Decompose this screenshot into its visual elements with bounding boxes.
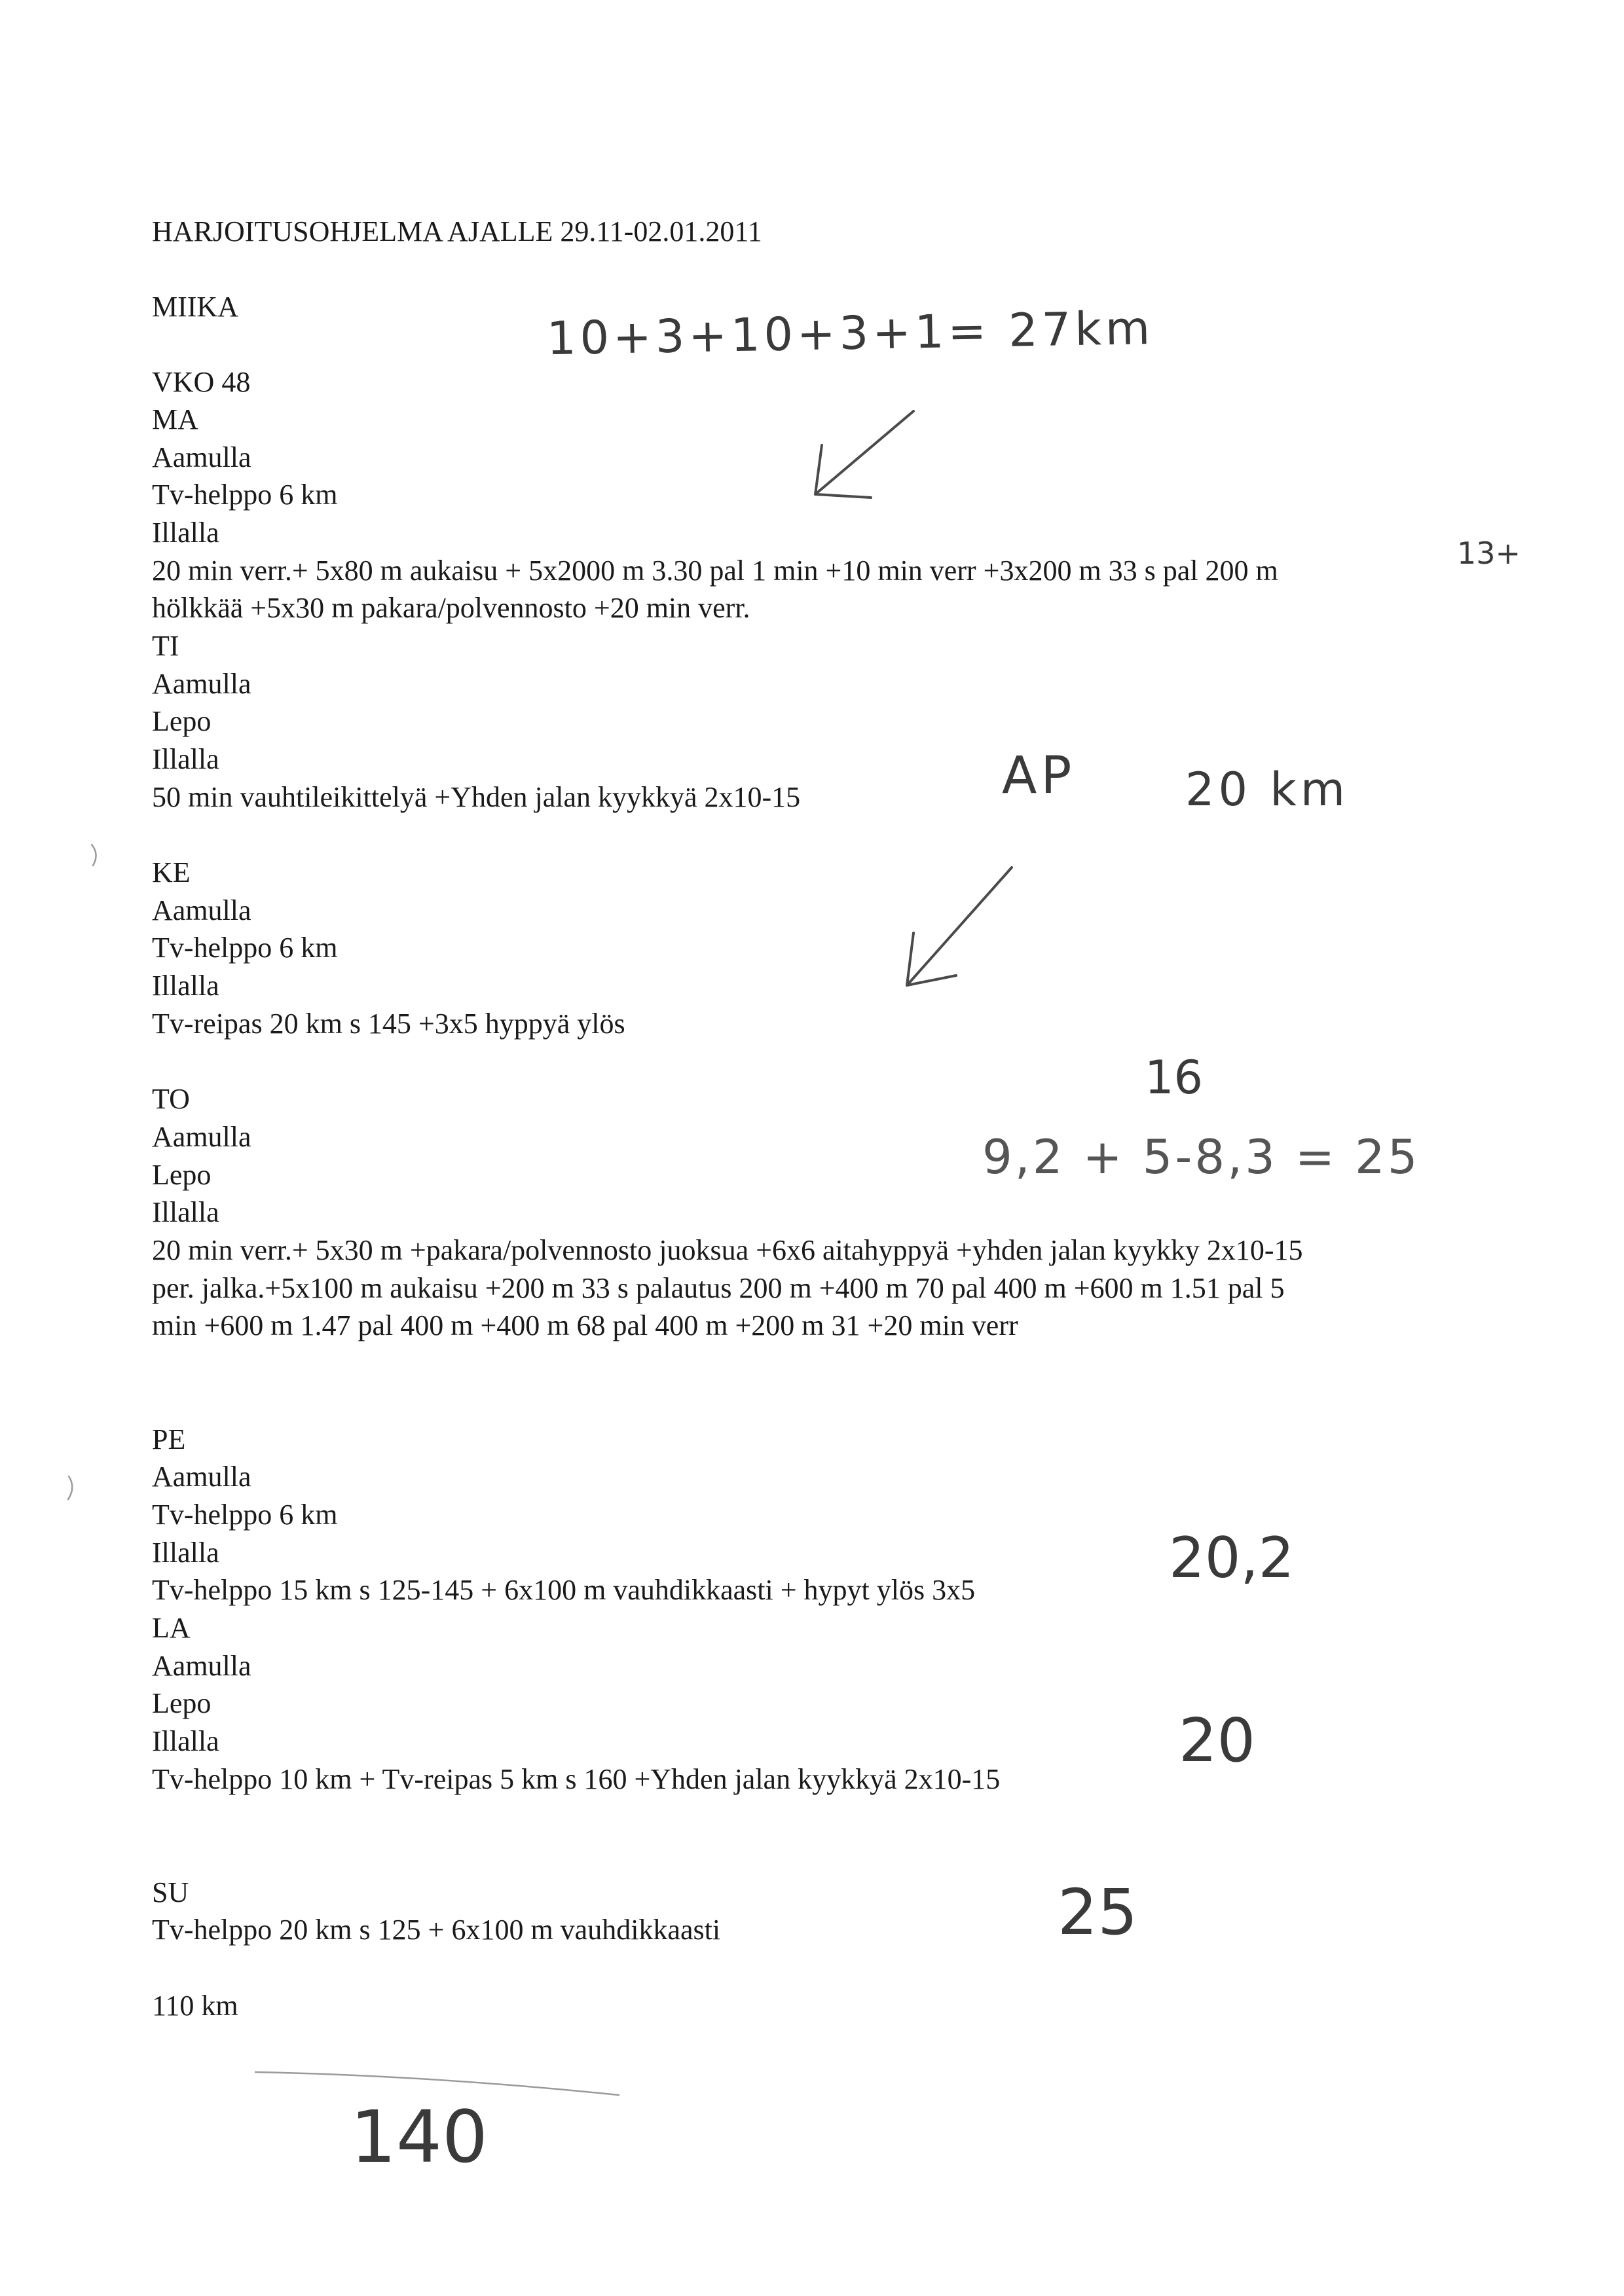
- plan-line: hölkkää +5x30 m pakara/polvennosto +20 min verr.: [152, 592, 750, 624]
- plan-line: Aamulla: [152, 1461, 251, 1493]
- day-label-ma: MA: [152, 403, 198, 435]
- day-label-pe: PE: [152, 1423, 186, 1455]
- plan-line: Illalla: [152, 743, 219, 775]
- plan-line: 20 min verr.+ 5x80 m aukaisu + 5x2000 m 3.30 pal 1 min +10 min verr +3x200 m 33 s pal 200 m: [152, 555, 1278, 587]
- plan-line: Tv-helppo 10 km + Tv-reipas 5 km s 160 +Yhden jalan kyykkyä 2x10-15: [152, 1763, 1001, 1795]
- plan-line: Tv-helppo 15 km s 125-145 + 6x100 m vauhdikkaasti + hypyt ylös 3x5: [152, 1574, 976, 1606]
- plan-line: Tv-helppo 20 km s 125 + 6x100 m vauhdikkaasti: [152, 1914, 721, 1946]
- plan-line: Illalla: [152, 517, 219, 549]
- margin-mark-icon: [68, 1476, 72, 1499]
- handwritten-to-top: 16: [1145, 1051, 1204, 1104]
- plan-line: Tv-helppo 6 km: [152, 932, 338, 964]
- plan-line: Illalla: [152, 1537, 219, 1569]
- day-label-la: LA: [152, 1612, 191, 1644]
- plan-line: min +600 m 1.47 pal 400 m +400 m 68 pal 400 m +200 m 31 +20 min verr: [152, 1309, 1018, 1341]
- handwritten-ma-sum: 10+3+10+3+1= 27km: [546, 301, 1154, 366]
- plan-line: Lepo: [152, 705, 212, 737]
- plan-line: Aamulla: [152, 441, 251, 473]
- plan-line: Lepo: [152, 1687, 212, 1719]
- plan-line: Tv-reipas 20 km s 145 +3x5 hyppyä ylös: [152, 1008, 625, 1040]
- plan-line: Aamulla: [152, 894, 251, 926]
- handwritten-ma-margin: 13+: [1457, 536, 1521, 571]
- plan-line: Tv-helppo 6 km: [152, 479, 338, 511]
- plan-line: Illalla: [152, 1196, 219, 1228]
- handwritten-total: 140: [350, 2095, 488, 2179]
- day-label-su: SU: [152, 1876, 189, 1908]
- plan-line: 50 min vauhtileikittelyä +Yhden jalan kyykkyä 2x10-15: [152, 781, 801, 813]
- athlete-name: MIIKA: [152, 291, 238, 323]
- underline-stroke: [255, 2072, 619, 2095]
- plan-line: 20 min verr.+ 5x30 m +pakara/polvennosto juoksua +6x6 aitahyppyä +yhden jalan kyykky 2x10-15: [152, 1234, 1303, 1266]
- day-label-ti: TI: [152, 630, 179, 662]
- handwritten-su: 25: [1058, 1876, 1138, 1949]
- weekly-total: 110 km: [152, 1990, 238, 2022]
- day-label-to: TO: [152, 1083, 190, 1115]
- plan-line: Tv-helppo 6 km: [152, 1499, 338, 1531]
- handwritten-pe: 20,2: [1169, 1525, 1295, 1591]
- week-label: VKO 48: [152, 366, 251, 398]
- day-label-ke: KE: [152, 856, 191, 888]
- plan-line: Aamulla: [152, 1121, 251, 1153]
- margin-mark-icon: [92, 845, 96, 866]
- plan-line: Lepo: [152, 1159, 212, 1191]
- handwritten-la: 20: [1179, 1705, 1256, 1776]
- plan-line: Aamulla: [152, 668, 251, 700]
- arrow-ma-icon: [815, 411, 913, 498]
- handwritten-ti-km: 20 km: [1185, 763, 1350, 816]
- plan-line: Aamulla: [152, 1650, 251, 1682]
- arrow-ke-icon: [907, 867, 1012, 985]
- plan-line: per. jalka.+5x100 m aukaisu +200 m 33 s palautus 200 m +400 m 70 pal 400 m +600 m 1.51 pal 5: [152, 1272, 1285, 1304]
- handwritten-ti-note: AP: [1002, 746, 1076, 805]
- plan-line: Illalla: [152, 1725, 219, 1757]
- plan-line: Illalla: [152, 970, 219, 1002]
- handwritten-to-calc: 9,2 + 5-8,3 = 25: [982, 1129, 1420, 1184]
- document-title: HARJOITUSOHJELMA AJALLE 29.11-02.01.2011: [152, 215, 762, 247]
